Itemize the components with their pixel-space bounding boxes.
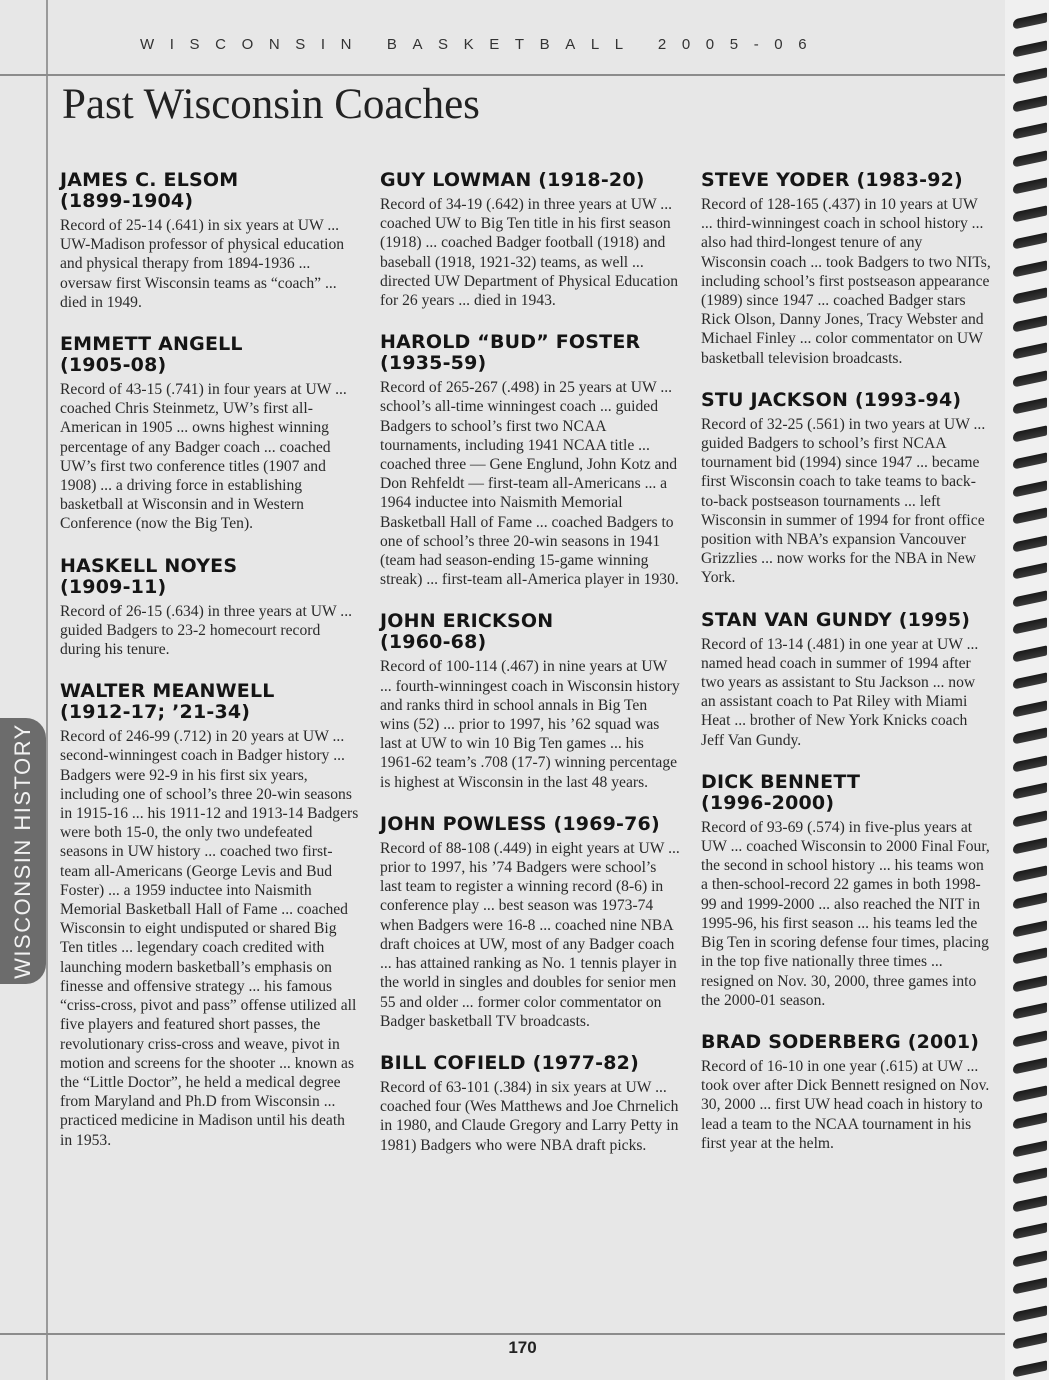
coach-name [380, 332, 680, 374]
coach-name-line: WALTER MEANWELL [60, 680, 275, 703]
coach-bio: Record of 43-15 (.741) in four years at UW ... coached Chris Steinmetz, UW’s first all-American in 1905 ... owns highest winning percentage of any Badger coach ... coached UW’s first two conference titles (1907 and 1908) ... a driving force in establishing basketball at Wisconsin and in Western Conference (now the Big Ten). [60, 381, 347, 533]
coach-entry [60, 170, 360, 312]
coach-name-line: DICK BENNETT [701, 770, 861, 793]
coach-entry [380, 1053, 680, 1155]
coach-name [380, 611, 680, 653]
coach-name-line: JOHN ERICKSON [380, 610, 554, 633]
coach-name [60, 556, 360, 598]
footer-rule [0, 1333, 1005, 1335]
coach-entry [60, 681, 360, 1149]
coach-name-line: JAMES C. ELSOM [60, 169, 239, 191]
left-margin-rule [46, 0, 48, 1380]
coach-name [380, 170, 680, 191]
coach-entry [380, 332, 680, 589]
coach-bio: Record of 128-165 (.437) in 10 years at UW ... third-winningest coach in school history ... also had third-longest tenure of any Wisconsin coach ... took Badgers to two NITs, including school’s first postseason appearance (1989) since 1947 ... coached Badger stars Rick Olson, Danny Jones, Tracy Webster and Michael Finley ... color commentator on UW basketball television broadcasts. [701, 196, 991, 367]
coach-years-line: (1909-11) [60, 575, 167, 598]
coach-bio: Record of 265-267 (.498) in 25 years at UW ... school’s all-time winningest coach ... guided Badgers to school’s first two NCAA tournaments, including 1941 NCAA title ... coached three — Gene Englund, John Kotz and Don Rehfeldt — first-team all-Americans ... a 1964 inductee into Naismith Memorial Basketball Hall of Fame ... coached Badgers to one of school’s three 20-win seasons in 1941 (team had season-ending 15-game winning streak) ... first-team all-America player in 1930. [380, 379, 679, 589]
coach-entry [380, 170, 680, 310]
coach-name-line: GUY LOWMAN (1918-20) [380, 169, 645, 191]
coach-name [701, 772, 991, 814]
coach-name [60, 334, 360, 376]
coach-bio: Record of 63-101 (.384) in six years at UW ... coached four (Wes Matthews and Joe Chrnelich in 1980, and Claude Gregory and Larry Petty in 1981) Badgers who were NBA draft picks. [380, 1078, 679, 1154]
coach-bio: Record of 34-19 (.642) in three years at UW ... coached UW to Big Ten title in his first season (1918) ... coached Badger football (1918) and baseball (1918, 1921-32) teams, as well ... directed UW Department of Physical Education for 26 years ... died in 1943. [380, 196, 679, 310]
coach-entry [701, 170, 991, 368]
coach-years-line: (1960-68) [380, 631, 487, 654]
column-3 [701, 170, 991, 1175]
header-rule [0, 74, 1005, 76]
coach-years-line: (1899-1904) [60, 190, 194, 212]
coach-name [60, 170, 360, 212]
coach-name [380, 1053, 680, 1074]
coach-name-line: BILL COFIELD (1977-82) [380, 1051, 639, 1074]
coach-bio: Record of 13-14 (.481) in one year at UW ... named head coach in summer of 1994 after two years as assistant to Stu Jackson ... now an assistant coach to Pat Riley with Miami Heat ... brother of New York Knicks coach Jeff Van Gundy. [701, 635, 979, 749]
coach-entry [701, 772, 991, 1010]
section-side-tab-label: WISCONSIN HISTORY [10, 723, 35, 979]
coach-bio: Record of 100-114 (.467) in nine years at UW ... fourth-winningest coach in Wisconsin history and ranks third in school annals in Big Ten wins (52) ... prior to 1997, his ’62 squad was last at UW to win 10 Big Ten games ... his 1961-62 team’s .708 (17-7) winning percentage is highest at Wisconsin in the last 48 years. [380, 658, 680, 791]
coach-years-line: (1935-59) [380, 352, 487, 375]
coach-years-line: (1912-17; ’21-34) [60, 701, 251, 724]
coach-name-line: JOHN POWLESS (1969-76) [380, 812, 660, 835]
coach-name [60, 681, 360, 723]
page-number: 170 [508, 1338, 537, 1357]
coach-name-line: HASKELL NOYES [60, 554, 238, 577]
coach-years-line: (1996-2000) [701, 791, 835, 814]
coach-name-line: STU JACKSON (1993-94) [701, 388, 962, 411]
coach-years-line: (1905-08) [60, 354, 167, 377]
page-title: Past Wisconsin Coaches [62, 81, 480, 128]
coach-name-line: STAN VAN GUNDY (1995) [701, 608, 971, 631]
coach-entry [701, 610, 991, 750]
coach-entry [60, 556, 360, 660]
coach-name-line: HAROLD “BUD” FOSTER [380, 331, 641, 354]
coach-entry [60, 334, 360, 534]
coach-name [701, 170, 991, 191]
column-2 [380, 170, 680, 1177]
coach-bio: Record of 93-69 (.574) in five-plus years at UW ... coached Wisconsin to 2000 Final Four, the second in school history ... his teams won a then-school-record 22 games in both 1998-99 and 1999-2000 ... also reached the NIT in 1995-96, his first season ... his teams led the Big Ten in scoring defense four times, placing in the top five nationally three times ... resigned on Nov. 30, 2000, three games into the 2000-01 season. [701, 818, 990, 1009]
column-1 [60, 170, 360, 1172]
coach-entry [380, 611, 680, 791]
coach-entry [701, 390, 991, 588]
coach-bio: Record of 26-15 (.634) in three years at UW ... guided Badgers to 23-2 homecourt record during his tenure. [60, 602, 353, 659]
coach-name [701, 1032, 991, 1053]
coach-entry [380, 814, 680, 1031]
coach-entry [701, 1032, 991, 1153]
coach-name [701, 390, 991, 411]
coach-bio: Record of 32-25 (.561) in two years at UW ... guided Badgers to school’s first NCAA tournament bid (1994) since 1947 ... became first Wisconsin coach to take teams to back-to-back postseason tournaments ... left Wisconsin in summer of 1994 for front office position with NBA’s expansion Vancouver Grizzlies ... now works for the NBA in New York. [701, 415, 986, 587]
running-head: WISCONSIN BASKETBALL 2005-06 [140, 36, 823, 53]
coach-name-line: EMMETT ANGELL [60, 333, 243, 356]
coach-name [380, 814, 680, 835]
coach-bio: Record of 25-14 (.641) in six years at UW ... UW-Madison professor of physical education and physical therapy from 1894-1936 ... oversaw first Wisconsin teams as “coach” ... died in 1949. [60, 217, 345, 311]
coach-name-line: BRAD SODERBERG (2001) [701, 1030, 980, 1053]
coach-bio: Record of 16-10 in one year (.615) at UW ... took over after Dick Bennett resigned on Nov. 30, 2000 ... first UW head coach in history to lead a team to the NCAA tournament in his first year at the helm. [701, 1057, 990, 1152]
coach-name-line: STEVE YODER (1983-92) [701, 169, 963, 191]
coach-bio: Record of 88-108 (.449) in eight years at UW ... prior to 1997, his ’74 Badgers were school’s last team to register a winning record (8-6) in conference play ... best season was 1973-74 when Badgers were 16-8 ... coached nine NBA draft choices at UW, most of any Badger coach ... has attained ranking as No. 1 tennis player in the world in singles and doubles for senior men 55 and older ... former color commentator on Badger basketball TV broadcasts. [380, 839, 680, 1030]
coach-name [701, 610, 991, 631]
coach-bio: Record of 246-99 (.712) in 20 years at UW ... second-winningest coach in Badger history ... Badgers were 92-9 in his first six years, including one of school’s three 20-win seasons in 1915-16 ... his 1911-12 and 1913-14 Badgers were both 15-0, the only two undefeated seasons in UW history ... coached two first-team all-Americans (George Levis and Bud Foster) ... a 1959 inductee into Naismith Memorial Basketball Hall of Fame ... coached Wisconsin to eight undisputed or shared Big Ten titles ... legendary coach credited with launching modern basketball’s emphasis on finesse and offensive strategy ... his famous “criss-cross, pivot and pass” offense utilized all five players and featured short passes, the revolutionary criss-cross and weave, pivot in motion and screens for the shooter ... known as the “Little Doctor”, he held a medical degree from Maryland and Ph.D from Wisconsin ... practiced medicine in Madison until his death in 1953. [60, 728, 359, 1149]
